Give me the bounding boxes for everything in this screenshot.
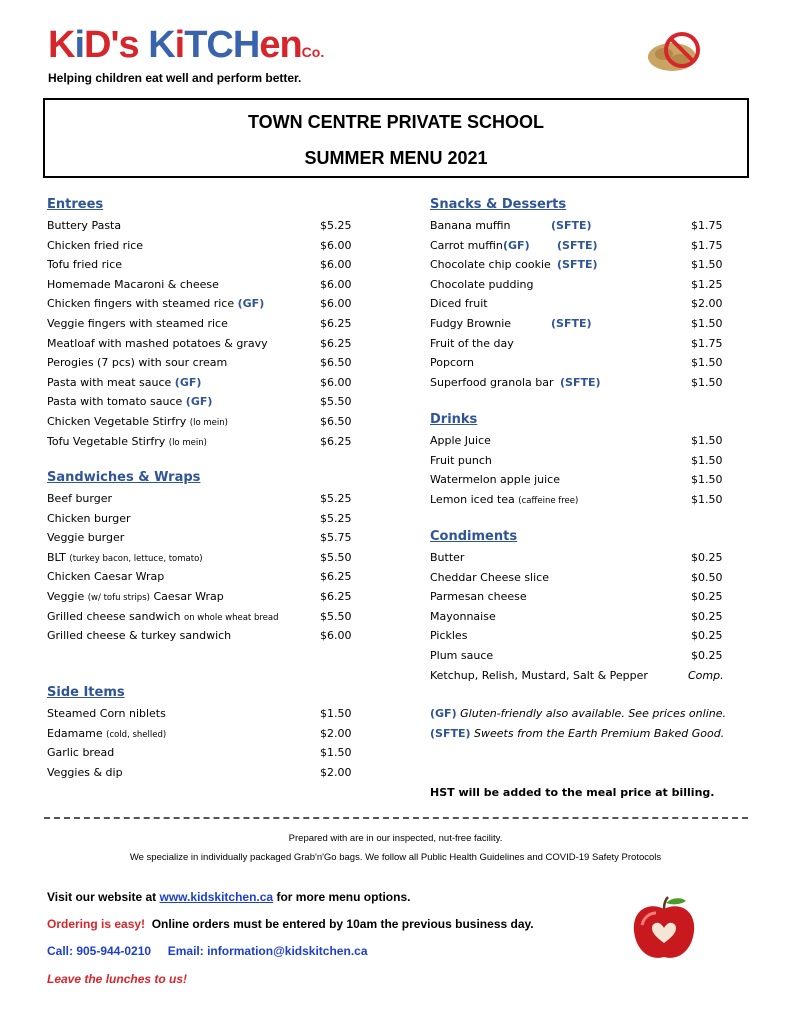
item-name-text: Veggie fingers with steamed rice — [47, 316, 228, 330]
menu-item — [47, 255, 367, 275]
menu-item-price: $1.25 — [691, 277, 723, 291]
menu-item-name — [47, 334, 268, 354]
menu-item-price: $6.25 — [320, 316, 352, 330]
section-heading: Side Items — [47, 685, 125, 700]
menu-item-name — [430, 587, 527, 607]
visit-post: for more menu options. — [276, 890, 411, 904]
menu-item — [430, 607, 740, 627]
menu-item-name — [47, 314, 228, 334]
menu-item-price: $6.00 — [320, 258, 352, 272]
menu-item — [47, 334, 367, 354]
item-name-text: Meatloaf with mashed potatoes & gravy — [47, 336, 268, 350]
diet-tag: (SFTE) — [551, 219, 592, 232]
menu-item-price: $5.75 — [320, 531, 352, 545]
item-note: (lo mein) — [189, 417, 228, 428]
hst-note: HST will be added to the meal price at billing. — [430, 786, 715, 799]
menu-item-name — [430, 275, 533, 295]
diet-tag: (GF) — [185, 395, 213, 409]
menu-item-name — [430, 490, 578, 512]
menu-item-price: $6.00 — [320, 629, 352, 643]
item-name-text: Chocolate chip cookie — [430, 258, 551, 272]
menu-item-name — [430, 255, 551, 275]
no-nuts-icon — [644, 28, 704, 80]
menu-item-price: $1.50 — [691, 316, 723, 330]
menu-item-price: $0.50 — [691, 570, 723, 584]
snacks-section — [430, 196, 740, 392]
menu-item-price: $6.00 — [320, 375, 352, 389]
menu-item — [430, 548, 740, 568]
diet-tag: (SFTE) — [560, 375, 601, 389]
menu-item-price: $1.75 — [691, 219, 723, 232]
menu-item-name — [430, 666, 648, 686]
menu-item-name — [430, 548, 464, 568]
ordering-lead: Ordering is easy! — [47, 917, 146, 931]
menu-item-name — [47, 743, 114, 763]
menu-item-price: $6.25 — [320, 434, 352, 448]
menu-item — [430, 275, 740, 295]
menu-item-price: $6.00 — [320, 238, 352, 252]
menu-item-price: $5.50 — [320, 550, 352, 564]
item-note: (cold, shelled) — [106, 729, 167, 740]
menu-item — [47, 763, 367, 783]
menu-item-name — [430, 236, 503, 256]
brand-logo: KiD's KiTCHenCo. — [48, 24, 325, 66]
menu-item — [47, 743, 367, 763]
menu-item — [430, 236, 740, 256]
menu-item-name — [47, 704, 166, 724]
item-name-text: Grilled cheese & turkey sandwich — [47, 629, 232, 643]
menu-item-price: $2.00 — [691, 297, 723, 311]
entrees-section — [47, 196, 367, 451]
menu-item-price: $1.50 — [691, 492, 723, 506]
menu-item — [47, 353, 367, 373]
tagline: Helping children eat well and perform better. — [48, 71, 302, 85]
menu-item-name — [47, 587, 224, 609]
menu-item-name — [47, 275, 219, 295]
item-name-text: Popcorn — [430, 356, 475, 370]
menu-item-name — [430, 568, 549, 588]
item-name-text: Chicken Vegetable Stirfry — [47, 414, 187, 428]
diet-tag: (GF) — [237, 297, 265, 311]
menu-item-price: $0.25 — [691, 551, 723, 564]
menu-item — [47, 373, 367, 393]
menu-item-price: $1.75 — [691, 336, 723, 350]
menu-item — [47, 412, 367, 432]
sandwiches-section — [47, 469, 367, 646]
sfte-note — [430, 727, 724, 740]
menu-item-name — [47, 528, 124, 548]
item-name-text: Tofu Vegetable Stirfry — [47, 434, 166, 448]
menu-item-price: $1.50 — [320, 746, 352, 760]
visit-pre: Visit our website at — [47, 890, 157, 904]
section-heading: Entrees — [47, 197, 104, 212]
item-name-text: Diced fruit — [430, 297, 488, 311]
logo-suffix: Co. — [301, 44, 325, 60]
item-name-text: Chocolate pudding — [430, 277, 534, 291]
menu-item-name — [47, 255, 122, 275]
menu-item — [47, 275, 367, 295]
menu-item — [430, 666, 740, 686]
item-name-text: Mayonnaise — [430, 609, 496, 623]
menu-item-price: $5.25 — [320, 219, 352, 232]
menu-item — [430, 626, 740, 646]
section-heading: Drinks — [430, 412, 478, 427]
item-name-suffix: Caesar Wrap — [153, 589, 224, 603]
menu-item-name — [47, 763, 123, 783]
menu-item — [430, 216, 740, 236]
menu-item-name — [47, 412, 228, 434]
menu-item-price: $6.00 — [320, 297, 352, 311]
menu-item-price: $5.50 — [320, 609, 352, 623]
menu-item-name — [47, 216, 121, 236]
menu-item-name — [47, 432, 207, 454]
menu-item — [47, 509, 367, 529]
menu-item-name — [430, 216, 511, 236]
menu-item-price: $1.50 — [691, 356, 723, 370]
section-heading: Snacks & Desserts — [430, 197, 567, 212]
ordering-text: Online orders must be entered by 10am the previous business day. — [151, 917, 534, 931]
item-name-text: Superfood granola bar — [430, 375, 554, 389]
item-name-text: BLT — [47, 550, 66, 564]
menu-item-name — [47, 626, 231, 646]
menu-item-name — [430, 314, 511, 334]
menu-item — [430, 646, 740, 666]
menu-item-price: $5.25 — [320, 511, 352, 525]
menu-item-name — [430, 431, 491, 451]
menu-item-price: Comp. — [688, 668, 724, 682]
menu-item-name — [47, 509, 131, 529]
menu-item — [47, 704, 367, 724]
menu-item-price: $0.25 — [691, 629, 723, 643]
menu-item — [430, 451, 740, 471]
item-name-text: Garlic bread — [47, 746, 115, 760]
item-name-text: Pickles — [430, 629, 468, 643]
menu-item-name — [47, 607, 279, 629]
menu-item-price: $5.25 — [320, 492, 352, 505]
menu-item-name — [47, 392, 212, 412]
menu-item-price: $1.50 — [691, 375, 723, 389]
menu-item-price: $6.25 — [320, 589, 352, 603]
item-name-text: Fruit punch — [430, 453, 492, 467]
menu-item-price: $6.25 — [320, 570, 352, 584]
menu-item — [47, 548, 367, 568]
item-name-text: Chicken burger — [47, 511, 131, 525]
item-name-text: Buttery Pasta — [47, 219, 122, 232]
menu-item — [47, 294, 367, 314]
item-name-text: Veggie — [47, 589, 85, 603]
menu-item — [430, 353, 740, 373]
slogan: Leave the lunches to us! — [47, 972, 188, 986]
menu-item — [430, 470, 740, 490]
menu-item-name — [47, 567, 164, 587]
menu-item — [430, 314, 740, 334]
menu-item-name — [430, 626, 467, 646]
menu-item — [47, 236, 367, 256]
menu-item-price: $0.25 — [691, 609, 723, 623]
school-name: TOWN CENTRE PRIVATE SCHOOL — [247, 112, 544, 132]
item-name-text: Fruit of the day — [430, 336, 514, 350]
item-name-text: Veggies & dip — [47, 765, 123, 779]
item-note: (caffeine free) — [518, 495, 579, 506]
item-name-text: Beef burger — [47, 492, 113, 505]
menu-item-price: $1.50 — [691, 473, 723, 487]
item-name-text: Tofu fried rice — [47, 258, 123, 272]
menu-item-name — [430, 353, 474, 373]
menu-item-price: $2.00 — [320, 726, 352, 740]
menu-item — [47, 528, 367, 548]
item-name-text: Edamame — [47, 726, 103, 740]
menu-item-price: $1.50 — [691, 434, 723, 447]
item-note: (w/ tofu strips) — [87, 592, 150, 603]
menu-item — [47, 587, 367, 607]
menu-item-name — [47, 353, 227, 373]
item-name-text: Watermelon apple juice — [430, 473, 560, 487]
menu-item — [47, 489, 367, 509]
item-name-text: Cheddar Cheese slice — [430, 570, 549, 584]
ordering-line — [47, 917, 534, 931]
section-heading: Condiments — [430, 529, 518, 544]
section-heading: Sandwiches & Wraps — [47, 470, 201, 485]
menu-item — [430, 373, 740, 393]
menu-item-name — [47, 373, 201, 393]
menu-item — [430, 490, 740, 510]
menu-item — [47, 432, 367, 452]
menu-item-name — [430, 470, 560, 490]
menu-item-name — [47, 489, 112, 509]
item-name-text: Chicken Caesar Wrap — [47, 570, 165, 584]
item-name-text: Pasta with meat sauce — [47, 375, 172, 389]
menu-item-name — [430, 334, 514, 354]
item-name-text: Veggie burger — [47, 531, 125, 545]
menu-item-price: $6.00 — [320, 277, 352, 291]
diet-tag: (SFTE) — [551, 316, 592, 330]
item-note: on whole wheat bread — [184, 612, 279, 623]
menu-item-name — [430, 646, 493, 666]
menu-item-name — [47, 236, 143, 256]
diet-tag: (SFTE) — [557, 238, 598, 252]
website-link[interactable]: www.kidskitchen.ca — [159, 890, 274, 904]
visit-line — [47, 890, 410, 904]
email-text[interactable]: Email: information@kidskitchen.ca — [167, 944, 368, 958]
menu-item-price: $1.50 — [320, 707, 352, 720]
diet-tag: (GF) — [174, 375, 202, 389]
menu-item-price: $1.50 — [691, 453, 723, 467]
apple-heart-icon — [628, 895, 700, 963]
menu-item-price: $1.50 — [691, 258, 723, 272]
item-name-text: Chicken fried rice — [47, 238, 144, 252]
item-name-text: Apple Juice — [430, 434, 491, 447]
menu-item-price: $5.50 — [320, 395, 352, 409]
item-name-text: Homemade Macaroni & cheese — [47, 277, 219, 291]
item-name-text: Chicken fingers with steamed rice — [47, 297, 235, 311]
menu-item-price: $0.25 — [691, 590, 723, 604]
menu-item-price: $0.25 — [691, 648, 723, 662]
menu-item — [430, 431, 740, 451]
menu-item-name — [430, 607, 496, 627]
menu-title: SUMMER MENU 2021 — [304, 148, 488, 168]
menu-item — [430, 334, 740, 354]
gf-note — [430, 707, 726, 720]
fineprint-line-1: Prepared with are in our inspected, nut-free facility. — [288, 833, 503, 844]
menu-item — [47, 607, 367, 627]
menu-item-name — [47, 294, 264, 314]
sides-section — [47, 684, 367, 782]
menu-item-price: $6.50 — [320, 356, 352, 370]
diet-tag: (SFTE) — [557, 258, 598, 272]
menu-item — [47, 392, 367, 412]
item-name-text: Parmesan cheese — [430, 590, 527, 604]
contact-line — [47, 944, 368, 958]
menu-item — [47, 626, 367, 646]
menu-item-name — [430, 373, 554, 393]
sfte-text: Sweets from the Earth Premium Baked Good. — [474, 727, 725, 740]
menu-item-price: $6.25 — [320, 336, 352, 350]
fineprint-line-2: We specialize in individually packaged Grab'n'Go bags. We follow all Public Health Guidelines and COVID-19 Safety Protocols — [129, 852, 662, 863]
item-name-text: Lemon iced tea — [430, 492, 515, 506]
menu-item-name — [47, 548, 203, 570]
gf-text: Gluten-friendly also available. See prices online. — [460, 707, 726, 720]
diet-tag: (GF) — [503, 238, 530, 252]
menu-item — [430, 587, 740, 607]
item-name-text: Steamed Corn niblets — [47, 707, 166, 720]
condiments-section — [430, 528, 740, 685]
item-name-text: Perogies (7 pcs) with sour cream — [47, 356, 228, 370]
menu-item-name — [430, 294, 488, 314]
menu-item — [47, 216, 367, 236]
item-name-text: Butter — [430, 551, 465, 564]
menu-title-box — [43, 98, 749, 178]
menu-item-name — [430, 451, 492, 471]
drinks-section — [430, 411, 740, 509]
item-name-text: Grilled cheese sandwich — [47, 609, 181, 623]
item-name-text: Fudgy Brownie — [430, 316, 512, 330]
menu-item — [47, 724, 367, 744]
menu-item — [47, 567, 367, 587]
menu-item — [430, 255, 740, 275]
call-text[interactable]: Call: 905-944-0210 — [47, 944, 152, 958]
menu-item — [47, 314, 367, 334]
menu-item-price: $1.75 — [691, 238, 723, 252]
gf-tag: (GF) — [430, 707, 457, 720]
item-name-text: Banana muffin — [430, 219, 511, 232]
sfte-tag: (SFTE) — [430, 727, 471, 740]
item-name-text: Carrot muffin — [430, 238, 503, 252]
item-name-text: Ketchup, Relish, Mustard, Salt & Pepper — [430, 668, 648, 682]
item-note: (turkey bacon, lettuce, tomato) — [69, 553, 203, 564]
menu-item-name — [47, 724, 166, 746]
menu-item — [430, 568, 740, 588]
divider — [44, 817, 748, 819]
menu-item-price: $2.00 — [320, 765, 352, 779]
item-name-text: Pasta with tomato sauce — [47, 395, 183, 409]
item-name-text: Plum sauce — [430, 648, 494, 662]
menu-item — [430, 294, 740, 314]
menu-item-price: $6.50 — [320, 414, 352, 428]
item-note: (lo mein) — [168, 437, 207, 448]
